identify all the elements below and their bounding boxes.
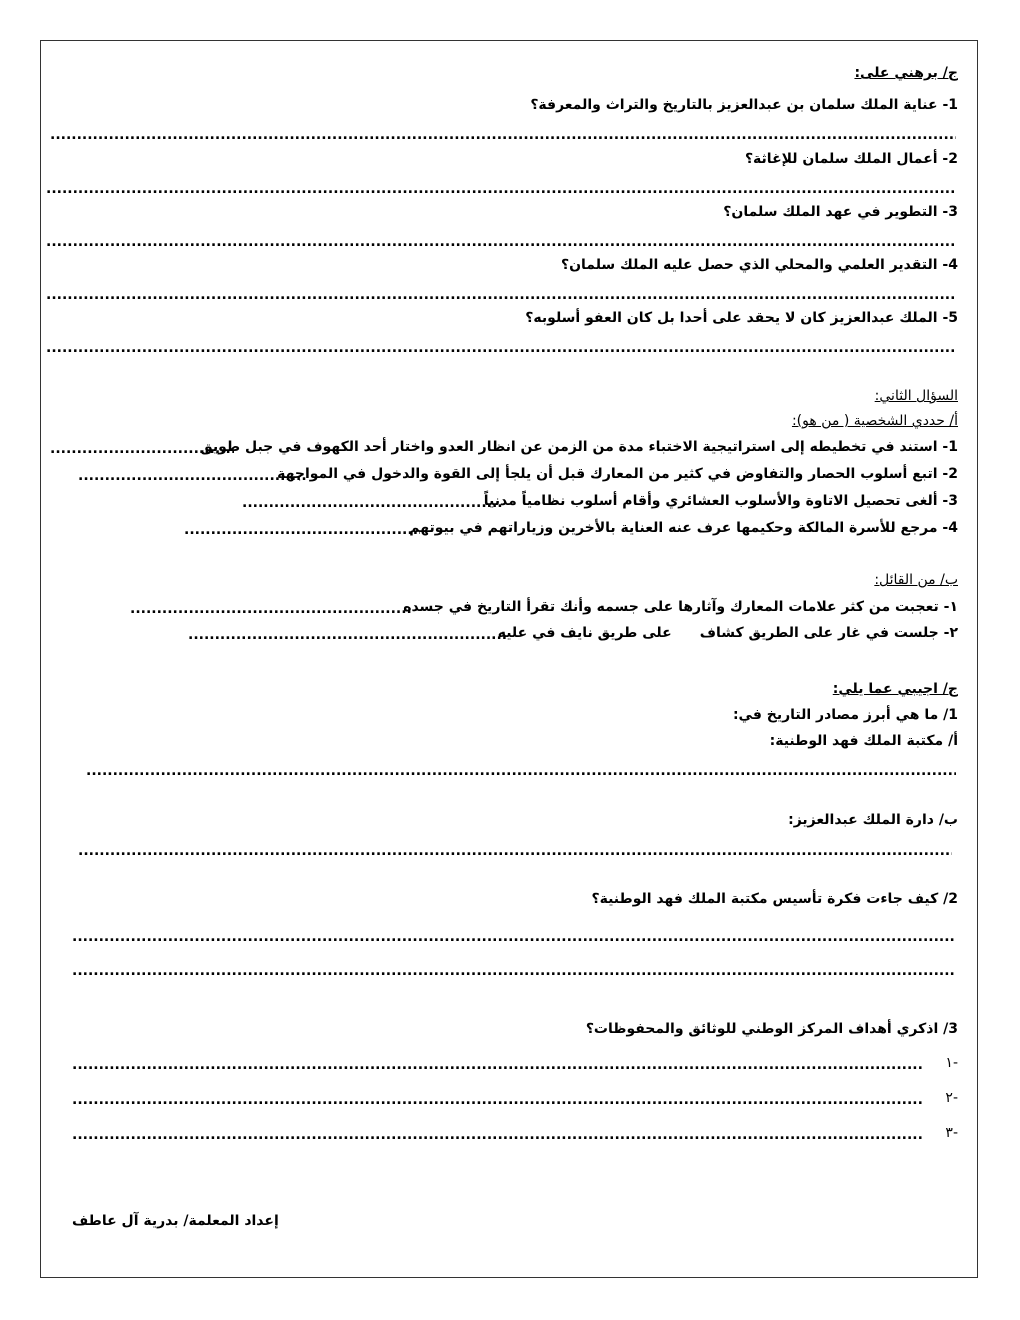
quote-part-1: ٢- جلست في غار على الطريق كشاف bbox=[699, 625, 958, 641]
question-item: 1- عناية الملك سلمان بن عبدالعزيز بالتاريخ والتراث والمعرفة؟ bbox=[530, 97, 958, 113]
answer-line[interactable] bbox=[72, 1093, 922, 1107]
sources-question: 1/ ما هي أبرز مصادر التاريخ في: bbox=[732, 707, 958, 723]
question-item: 3- التطوير في عهد الملك سلمان؟ bbox=[723, 204, 958, 220]
answer-line[interactable] bbox=[50, 128, 956, 142]
part-c-heading: ج/ اجيبي عما يلي: bbox=[832, 681, 958, 697]
section-c1-heading: ج/ برهني على: bbox=[854, 65, 958, 81]
sources-sub-b: ب/ دارة الملك عبدالعزيز: bbox=[788, 812, 958, 828]
part-a-heading: أ/ حددي الشخصية ( من هو): bbox=[791, 413, 958, 429]
answer-blank[interactable] bbox=[184, 523, 420, 537]
quote-item bbox=[498, 624, 958, 642]
answer-line[interactable] bbox=[72, 930, 956, 944]
goal-number: -٣ bbox=[945, 1125, 958, 1141]
answer-line[interactable] bbox=[46, 182, 956, 196]
library-question: 2/ كيف جاءت فكرة تأسيس مكتبة الملك فهد الوطنية؟ bbox=[591, 891, 958, 907]
identify-item: 2- اتبع أسلوب الحصار والتفاوض في كثير من المعارك قبل أن يلجأ إلى القوة والدخول في المواجهة bbox=[277, 466, 958, 482]
answer-blank[interactable] bbox=[130, 602, 412, 616]
goal-number: -٢ bbox=[945, 1090, 958, 1106]
identify-item: 4- مرجع للأسرة المالكة وحكيمها عرف عنه العناية بالأخرين وزياراتهم في بيوتهم bbox=[409, 520, 958, 536]
quote-part-2: على طريق نايف في عليه bbox=[497, 625, 672, 641]
answer-blank[interactable] bbox=[188, 628, 506, 642]
identify-item: 3- ألغى تحصيل الاتاوة والأسلوب العشائري وأقام أسلوب نظامياً مدنياً bbox=[483, 493, 958, 509]
goal-number: -١ bbox=[945, 1055, 958, 1071]
goals-question: 3/ اذكري أهداف المركز الوطني للوثائق والمحفوظات؟ bbox=[585, 1021, 958, 1037]
answer-blank[interactable] bbox=[78, 469, 308, 483]
answer-line[interactable] bbox=[72, 1058, 922, 1072]
question2-heading: السؤال الثاني: bbox=[874, 388, 958, 404]
quote-item: ١- تعجبت من كثر علامات المعارك وآثارها على جسمه وأنك تقرأ التاريخ في جسده bbox=[403, 599, 958, 615]
prepared-by: إعداد المعلمة/ بدرية آل عاطف bbox=[72, 1213, 279, 1229]
question-item: 2- أعمال الملك سلمان للإغاثة؟ bbox=[744, 151, 958, 167]
identify-item: 1- استند في تخطيطه إلى استراتيجية الاختباء مدة من الزمن عن انظار العدو واختار أحد الكهوف في جبل طويق bbox=[200, 439, 958, 455]
sources-sub-a: أ/ مكتبة الملك فهد الوطنية: bbox=[769, 733, 958, 749]
question-item: 5- الملك عبدالعزيز كان لا يحقد على أحدا بل كان العفو أسلوبه؟ bbox=[525, 310, 958, 326]
answer-blank[interactable] bbox=[50, 442, 234, 456]
question-item: 4- التقدير العلمي والمحلي الذي حصل عليه الملك سلمان؟ bbox=[560, 257, 958, 273]
answer-line[interactable] bbox=[72, 964, 956, 978]
answer-line[interactable] bbox=[86, 764, 956, 778]
answer-line[interactable] bbox=[46, 288, 956, 302]
part-b-heading: ب/ من القائل: bbox=[874, 572, 958, 588]
answer-line[interactable] bbox=[46, 235, 956, 249]
answer-line[interactable] bbox=[72, 1128, 922, 1142]
answer-blank[interactable] bbox=[242, 496, 504, 510]
answer-line[interactable] bbox=[46, 341, 956, 355]
answer-line[interactable] bbox=[78, 844, 952, 858]
